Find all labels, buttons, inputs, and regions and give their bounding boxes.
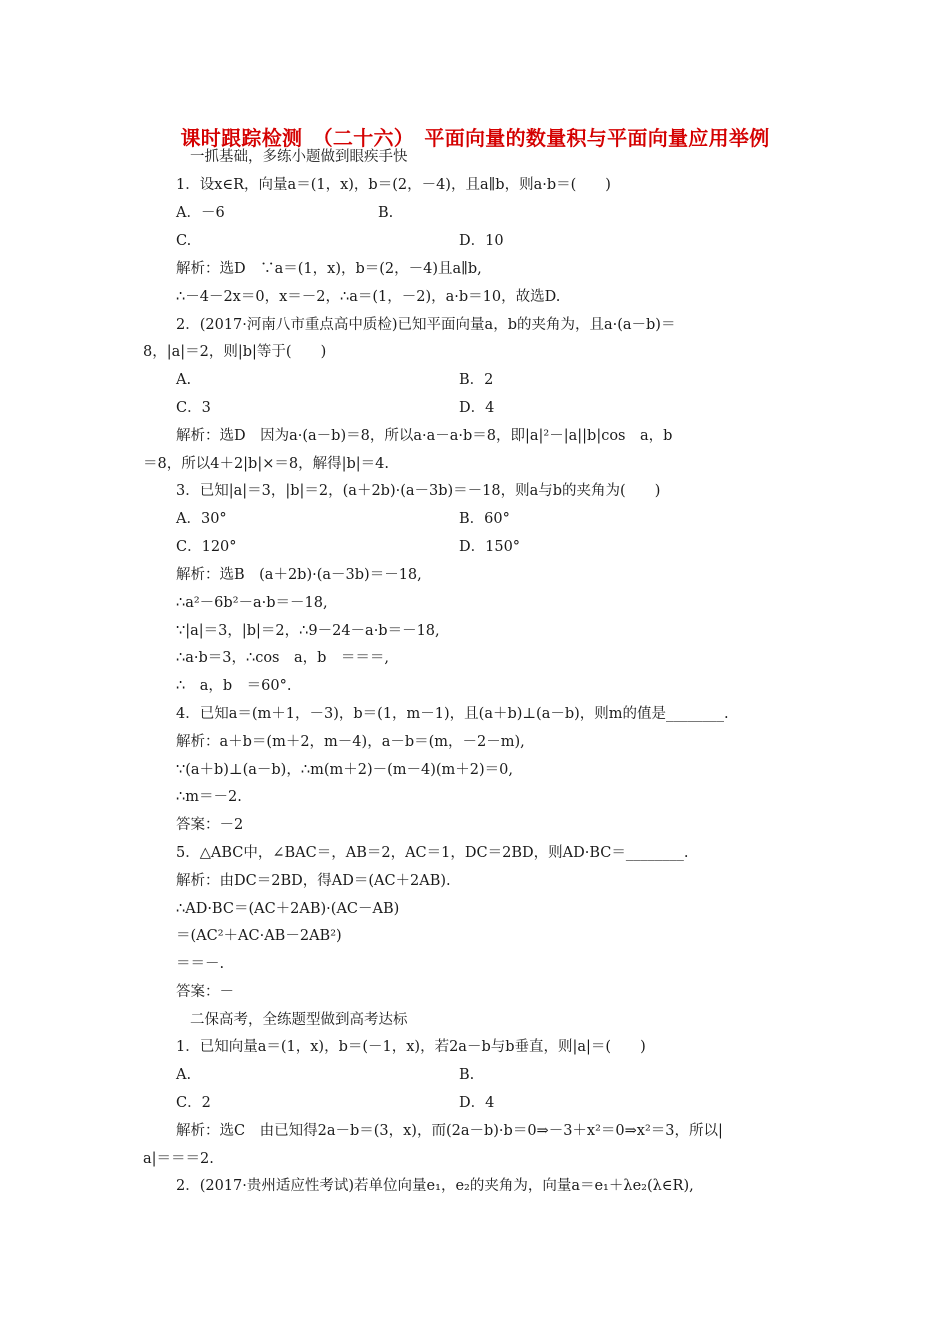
question-stem: 8，|a|＝2，则|b|等于( ) (143, 344, 327, 360)
question-stem: 4．已知a＝(m＋1，－3)，b＝(1，m－1)，且(a＋b)⊥(a－b)，则m的值是________. (176, 706, 729, 722)
option-a: A. (176, 372, 192, 388)
solution-line: 解析：选D ∵a＝(1，x)，b＝(2，－4)且a∥b, (176, 261, 482, 277)
solution-line: ＝(AC²＋AC·AB－2AB²) (176, 928, 342, 944)
question-stem: 1．已知向量a＝(1，x)，b＝(－1，x)，若2a－b与b垂直，则|a|＝( ) (176, 1039, 646, 1055)
solution-line: 解析：选D 因为a·(a－b)＝8，所以a·a－a·b＝8，即|a|²－|a||b|cos a，b (176, 428, 673, 444)
option-d: D．4 (459, 400, 495, 416)
solution-line: ∴a²－6b²－a·b＝－18, (176, 595, 328, 611)
solution-line: ∵(a＋b)⊥(a－b)，∴m(m＋2)－(m－4)(m＋2)＝0, (176, 762, 514, 778)
question-stem: 2．(2017·贵州适应性考试)若单位向量e₁，e₂的夹角为，向量a＝e₁＋λe₂(λ∈R), (176, 1178, 694, 1194)
option-b: B. (459, 1067, 475, 1083)
page-title: 课时跟踪检测 （二十六） 平面向量的数量积与平面向量应用举例 (180, 126, 770, 150)
solution-line: ∴AD·BC＝(AC＋2AB)·(AC－AB) (176, 901, 400, 917)
option-c: C．3 (176, 400, 211, 416)
solution-line: ∴a·b＝3，∴cos a，b ＝＝＝, (176, 650, 390, 666)
answer-line: 答案：－ (176, 984, 234, 1000)
question-stem: 3．已知|a|＝3，|b|＝2，(a＋2b)·(a－3b)＝－18，则a与b的夹角为( ) (176, 483, 661, 499)
option-c: C．120° (176, 539, 237, 555)
section-heading: 一抓基础，多练小题做到眼疾手快 (190, 149, 408, 165)
solution-line: a|＝＝＝2. (143, 1151, 214, 1167)
solution-line: ＝＝－. (176, 956, 225, 972)
option-b: B．2 (459, 372, 494, 388)
solution-line: ＝8，所以4＋2|b|×＝8，解得|b|＝4. (143, 456, 389, 472)
solution-line: ∵|a|＝3，|b|＝2，∴9－24－a·b＝－18, (176, 623, 440, 639)
question-stem: 1．设x∈R，向量a＝(1，x)，b＝(2，－4)，且a∥b，则a·b＝( ) (176, 177, 611, 193)
option-d: D．10 (459, 233, 504, 249)
solution-line: 解析：a＋b＝(m＋2，m－4)，a－b＝(m，－2－m), (176, 734, 525, 750)
section-heading: 二保高考，全练题型做到高考达标 (190, 1012, 408, 1028)
solution-line: 解析：由DC＝2BD，得AD＝(AC＋2AB). (176, 873, 451, 889)
question-stem: 5．△ABC中，∠BAC＝，AB＝2，AC＝1，DC＝2BD，则AD·BC＝________. (176, 845, 689, 861)
solution-line: ∴－4－2x＝0，x＝－2，∴a＝(1，－2)，a·b＝10，故选D. (176, 289, 561, 305)
solution-line: 解析：选C 由已知得2a－b＝(3，x)，而(2a－b)·b＝0⇒－3＋x²＝0⇒x²＝3，所以| (176, 1123, 723, 1139)
option-c: C．2 (176, 1095, 211, 1111)
option-a: A. (176, 1067, 192, 1083)
option-b: B．60° (459, 511, 510, 527)
solution-line: 解析：选B (a＋2b)·(a－3b)＝－18, (176, 567, 422, 583)
solution-line: ∴m＝－2. (176, 789, 242, 805)
option-a: A．－6 (176, 205, 225, 221)
option-a: A．30° (176, 511, 227, 527)
option-d: D．150° (459, 539, 521, 555)
option-d: D．4 (459, 1095, 495, 1111)
answer-line: 答案：－2 (176, 817, 244, 833)
question-stem: 2．(2017·河南八市重点高中质检)已知平面向量a，b的夹角为，且a·(a－b)＝ (176, 317, 676, 333)
option-b: B. (378, 205, 394, 221)
solution-line: ∴ a，b ＝60°. (176, 678, 292, 694)
option-c: C. (176, 233, 192, 249)
